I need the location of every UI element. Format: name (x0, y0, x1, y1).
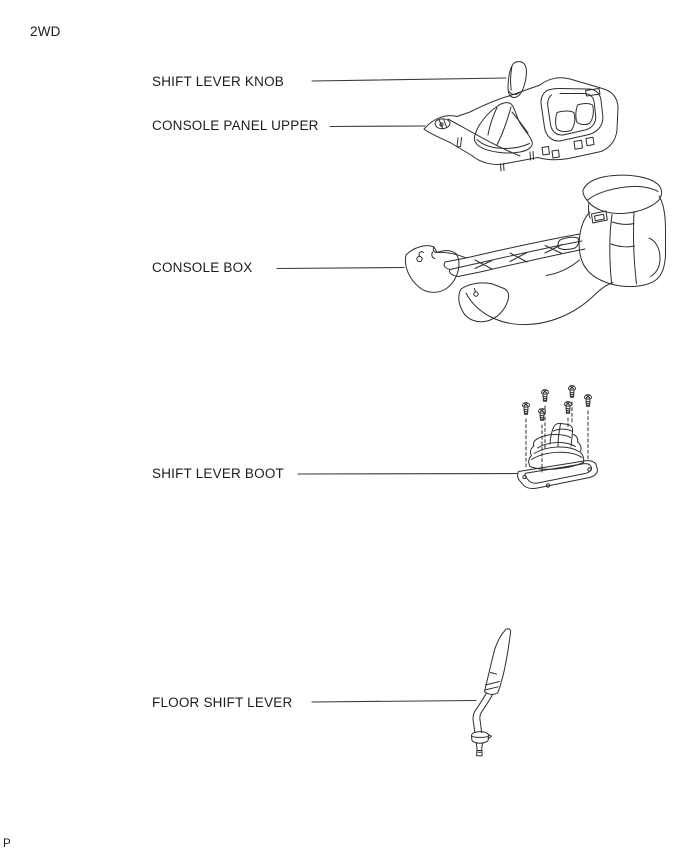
leader-shift-lever-boot (298, 474, 518, 475)
part-label-floor-shift-lever: FLOOR SHIFT LEVER (152, 695, 293, 710)
drivetrain-variant-label: 2WD (30, 24, 61, 39)
leader-lines (277, 78, 518, 702)
part-label-shift-lever-boot: SHIFT LEVER BOOT (152, 466, 284, 481)
footer-text-fragment: P (3, 838, 11, 850)
part-label-console-panel-upper: CONSOLE PANEL UPPER (152, 118, 319, 133)
console-box-drawing (405, 175, 665, 324)
screw-icon (523, 403, 530, 415)
shift-lever-boot-drawing (518, 386, 598, 489)
boot-screws (523, 386, 592, 421)
leader-console-panel-upper (330, 126, 425, 127)
leader-floor-shift-lever (312, 701, 476, 703)
screw-icon (585, 395, 592, 407)
leader-console-box (277, 268, 404, 269)
shift-lever-knob-drawing (508, 62, 526, 98)
console-panel-upper-drawing (424, 78, 618, 171)
leader-shift-lever-knob (312, 78, 506, 81)
screw-icon (539, 409, 546, 421)
part-label-console-box: CONSOLE BOX (152, 260, 253, 275)
screw-icon (542, 390, 549, 402)
screw-icon (569, 386, 576, 398)
part-label-shift-lever-knob: SHIFT LEVER KNOB (152, 74, 284, 89)
floor-shift-lever-drawing (472, 629, 511, 756)
screw-icon (565, 402, 572, 414)
